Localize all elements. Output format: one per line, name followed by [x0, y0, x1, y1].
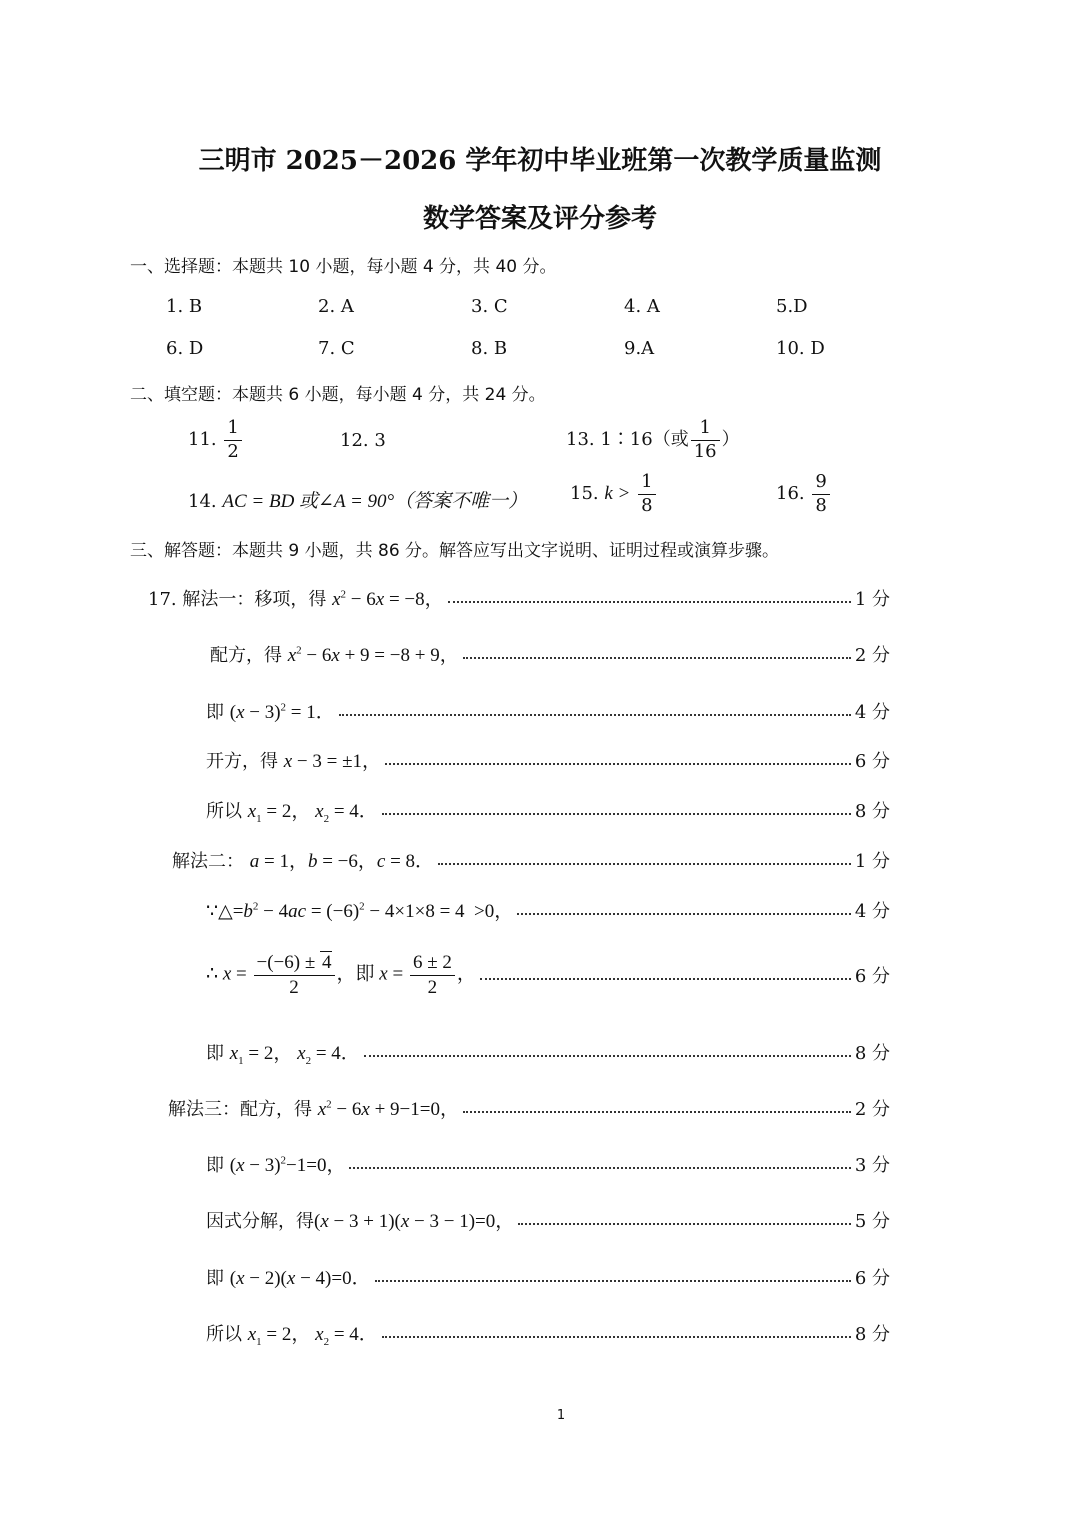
q11-denominator: 2	[227, 440, 239, 462]
choice-answer: 2. A	[318, 296, 354, 317]
step-score: 8 分	[854, 1324, 890, 1346]
q17-step: 开方，得 x − 3 = ±1， 6 分	[206, 746, 890, 773]
fill-answer-15	[570, 472, 658, 516]
q17-step: 即 $(x - 3)^2 = 1$． 4 分	[206, 697, 890, 724]
step-score: 1 分	[854, 588, 890, 610]
section2-heading: 二、填空题：本题共 6 小题，每小题 4 分，共 24 分。	[130, 385, 546, 405]
q17-step: $\because\triangle=b^2 - 4ac = (-6)^2 - 4\times 1\times 8 = 4 >0$， 4 分	[206, 896, 890, 923]
q17-step: 解法二： a = 1，b = −6，c = 8． 1 分	[172, 846, 890, 873]
choice-answer: 10. D	[776, 338, 825, 359]
step-score: 6 分	[854, 750, 890, 772]
q17-step: 所以 $x_1 = 2$， $x_2 = 4$． 8 分	[206, 1319, 890, 1348]
q17-step: ∴ x = $\frac{-(-6) \pm 4}{2}$ ，即 x = $\frac{6 \pm 2}{2}$ ， 6 分	[206, 952, 890, 998]
q17-step: 解法三：配方，得 $x^2 - 6x + 9-1=0$， 2 分	[168, 1094, 890, 1121]
step-score: 4 分	[854, 701, 890, 723]
fill-answer-11	[188, 418, 244, 462]
q14-expression: AC = BD 或∠A = 90°（答案不唯一）	[222, 491, 528, 512]
choice-answer: 5.D	[776, 296, 808, 317]
step-label: 即	[206, 1268, 224, 1289]
step-label: 因式分解，得	[206, 1211, 314, 1232]
fill-answer-12: 12. 3	[340, 430, 386, 451]
q17-step: 所以 $x_1 = 2$， $x_2 = 4$． 8 分	[206, 796, 890, 825]
choice-answer: 3. C	[471, 296, 508, 317]
fill-answer-13	[566, 418, 740, 462]
q13-denominator: 16	[693, 440, 717, 462]
q17-step: 配方，得 $x^2 - 6x + 9 = -8 + 9$， 2 分	[210, 640, 890, 667]
choice-answer: 9.A	[624, 338, 655, 359]
choice-answer: 7. C	[318, 338, 355, 359]
q17-step: 因式分解，得(x − 3 + 1)(x − 3 − 1)=0， 5 分	[206, 1206, 890, 1233]
q14-label: 14.	[188, 491, 217, 512]
step-score: 8 分	[854, 1043, 890, 1065]
q13-label: 13. 1∶16（或	[566, 429, 689, 451]
q15-denominator: 8	[641, 494, 653, 516]
step-label: 即	[206, 1155, 224, 1176]
q11-label: 11.	[188, 429, 217, 451]
choice-answer: 6. D	[166, 338, 204, 359]
step-label: 17. 解法一：移项，得	[148, 589, 327, 610]
choice-answer: 1. B	[166, 296, 203, 317]
q16-numerator: 9	[812, 472, 829, 495]
section1-heading: 一、选择题：本题共 10 小题，每小题 4 分，共 40 分。	[130, 257, 557, 277]
q16-label: 16.	[776, 483, 805, 505]
page-subtitle: 数学答案及评分参考	[422, 204, 657, 234]
q17-step: 即 $(x - 3)^2-1=0$， 3 分	[206, 1150, 890, 1177]
q11-numerator: 1	[224, 418, 241, 441]
step-label: 解法二：	[172, 851, 244, 872]
step-score: 2 分	[854, 1098, 890, 1120]
fill-answer-16	[776, 472, 832, 516]
q17-step: 即 (x − 2)(x − 4)=0． 6 分	[206, 1263, 890, 1290]
step-label: 即	[206, 1043, 224, 1064]
q17-step: 17. 解法一：移项，得 $x^2 - 6x = -8$， 1 分	[148, 584, 890, 611]
step-score: 2 分	[854, 644, 890, 666]
step-score: 8 分	[854, 801, 890, 823]
step-score: 5 分	[854, 1210, 890, 1232]
page-title: 三明市 2025－2026 学年初中毕业班第一次教学质量监测	[198, 146, 882, 176]
q15-label: 15.	[570, 483, 599, 505]
step-score: 1 分	[854, 850, 890, 872]
q16-denominator: 8	[815, 494, 827, 516]
step-label: 开方，得	[206, 751, 278, 772]
step-label: 解法三：配方，得	[168, 1099, 312, 1120]
step-score: 6 分	[854, 1267, 890, 1289]
choice-answer: 4. A	[624, 296, 660, 317]
step-score: 6 分	[854, 966, 890, 988]
step-label: 配方，得	[210, 645, 282, 666]
step-label: 所以	[206, 1324, 242, 1345]
choice-answer: 8. B	[471, 338, 508, 359]
q15-numerator: 1	[638, 472, 655, 495]
q17-step: 即 $x_1 = 2$， $x_2 = 4$． 8 分	[206, 1038, 890, 1067]
step-label: 所以	[206, 801, 242, 822]
step-score: 3 分	[854, 1154, 890, 1176]
step-label: 即	[206, 702, 224, 723]
section3-heading: 三、解答题：本题共 9 小题，共 86 分。解答应写出文字说明、证明过程或演算步骤。	[130, 541, 780, 561]
fill-answer-14	[188, 486, 527, 513]
q13-close: ）	[721, 429, 740, 451]
q13-numerator: 1	[691, 418, 720, 441]
step-connector: ，即	[336, 963, 375, 985]
step-score: 4 分	[854, 900, 890, 922]
q15-expression: k >	[604, 483, 631, 505]
page-number: 1	[556, 1408, 566, 1423]
